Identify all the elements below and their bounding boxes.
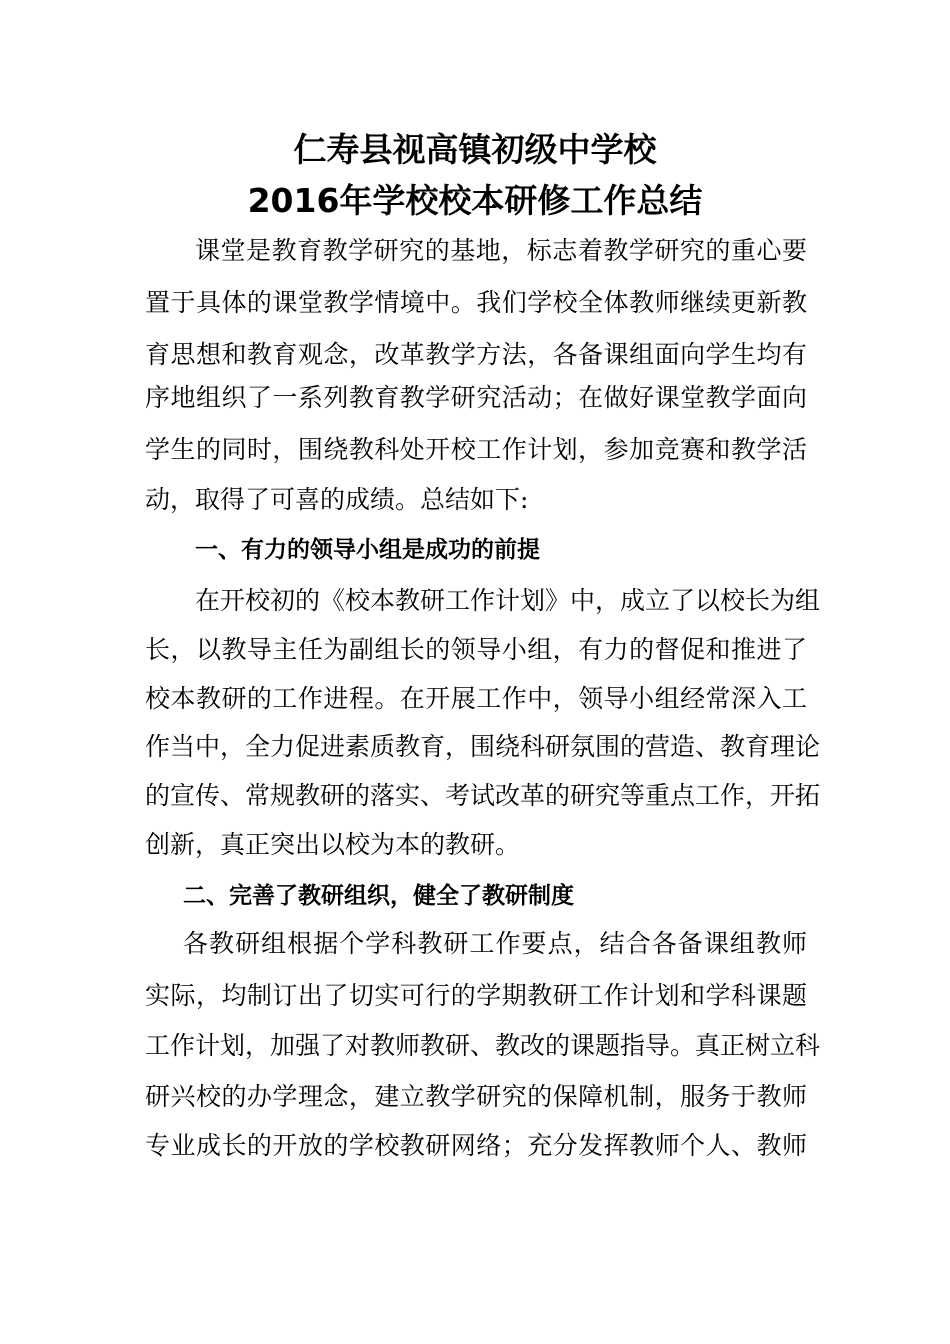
section1-line: 长，以教导主任为副组长的领导小组，有力的督促和推进了	[145, 635, 807, 664]
section2-line: 工作计划，加强了对教师教研、教改的课题指导。真正树立科	[145, 1031, 821, 1060]
section1-line: 的宣传、常规教研的落实、考试改革的研究等重点工作，开拓	[145, 781, 821, 810]
section1-line: 作当中，全力促进素质教育，围绕科研氛围的营造、教育理论	[145, 732, 821, 761]
intro-line: 序地组织了一系列教育教学研究活动；在做好课堂教学面向	[145, 383, 807, 412]
section2-line: 专业成长的开放的学校教研网络；充分发挥教师个人、教师	[145, 1131, 807, 1160]
section2-line: 各教研组根据个学科教研工作要点，结合各备课组教师	[183, 929, 807, 958]
document-title-line1: 仁寿县视高镇初级中学校	[293, 130, 657, 169]
intro-line: 课堂是教育教学研究的基地，标志着教学研究的重心要	[195, 236, 807, 265]
intro-line: 学生的同时，围绕教科处开校工作计划，参加竞赛和教学活	[145, 435, 807, 464]
section1-line: 在开校初的《校本教研工作计划》中，成立了以校长为组	[195, 586, 821, 615]
section1-line: 创新，真正突出以校为本的教研。	[145, 830, 521, 859]
intro-line: 育思想和教育观念，改革教学方法，各备课组面向学生均有	[145, 340, 807, 369]
section2-line: 实际，均制订出了切实可行的学期教研工作计划和学科课题	[145, 981, 807, 1010]
intro-line: 动，取得了可喜的成绩。总结如下:	[145, 485, 529, 514]
section2-heading: 二、完善了教研组织，健全了教研制度	[183, 883, 574, 909]
section1-heading: 一、有力的领导小组是成功的前提	[195, 537, 540, 563]
intro-line: 置于具体的课堂教学情境中。我们学校全体教师继续更新教	[145, 288, 807, 317]
section2-line: 研兴校的办学理念，建立教学研究的保障机制，服务于教师	[145, 1082, 807, 1111]
section1-line: 校本教研的工作进程。在开展工作中，领导小组经常深入工	[145, 684, 807, 713]
document-title-line2: 2016年学校校本研修工作总结	[247, 181, 703, 220]
